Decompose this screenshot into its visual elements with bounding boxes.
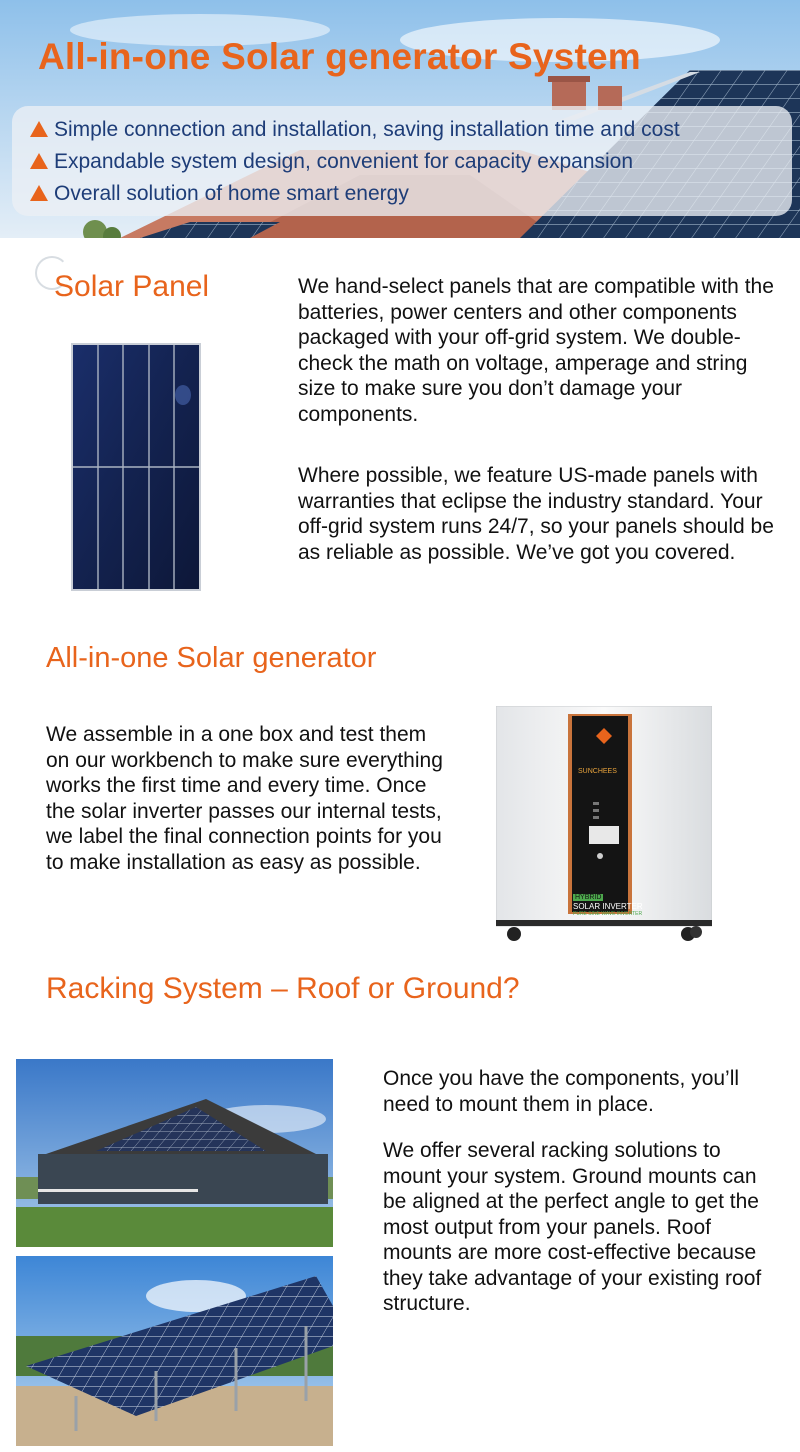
triangle-bullet-icon <box>30 153 48 169</box>
roof-mount-house-photo <box>16 1059 333 1247</box>
solar-panel-paragraph-1: We hand-select panels that are compatible with the batteries, power centers and other components packaged with your off-grid system. We double-check the math on voltage, amperage and string size to make sure you don’t damage your components. <box>298 275 774 426</box>
racking-paragraph-2: We offer several racking solutions to mount your system. Ground mounts can be aligned at the perfect angle to get the most output from your panels. Roof mounts are more cost-effective because they take advantage of your existing roof structure. <box>383 1139 762 1315</box>
triangle-bullet-icon <box>30 185 48 201</box>
generator-paragraph: We assemble in a one box and test them on our workbench to make sure everything works the first time and every time. Once the solar inverter passes our internal tests, we label the final connection points for you to make installation as easy as possible. <box>46 723 443 874</box>
solar-panel-paragraph-2: Where possible, we feature US-made panels with warranties that eclipse the industry standard. Your off-grid system runs 24/7, so your panels should be as reliable as possible. We’ve got you covered. <box>298 464 774 564</box>
device-badge: HYBRID <box>575 894 602 901</box>
triangle-bullet-icon <box>30 121 48 137</box>
racking-heading: Racking System – Roof or Ground? <box>46 972 520 1005</box>
feature-bullet-text: Simple connection and installation, saving installation time and cost <box>54 118 680 141</box>
feature-bullet <box>30 118 680 142</box>
solar-panel-image <box>71 343 201 591</box>
feature-bullet-text: Overall solution of home smart energy <box>54 182 409 205</box>
feature-bullet <box>30 182 409 206</box>
feature-bullet <box>30 150 633 174</box>
device-brand: SUNCHEES <box>578 768 617 775</box>
page-title: All-in-one Solar generator System <box>38 36 641 77</box>
hero-banner <box>0 0 800 238</box>
generator-heading: All-in-one Solar generator <box>46 642 377 674</box>
racking-paragraph-1: Once you have the components, you’ll need to mount them in place. <box>383 1067 740 1116</box>
device-sublabel: PURE SINE WAVE INVERTER <box>573 911 643 917</box>
feature-bullet-text: Expandable system design, convenient for capacity expansion <box>54 150 634 173</box>
solar-generator-image <box>496 706 712 946</box>
ground-mount-array-photo <box>16 1256 333 1446</box>
device-label: SOLAR INVERTER <box>573 902 643 911</box>
solar-panel-heading: Solar Panel <box>54 270 210 303</box>
